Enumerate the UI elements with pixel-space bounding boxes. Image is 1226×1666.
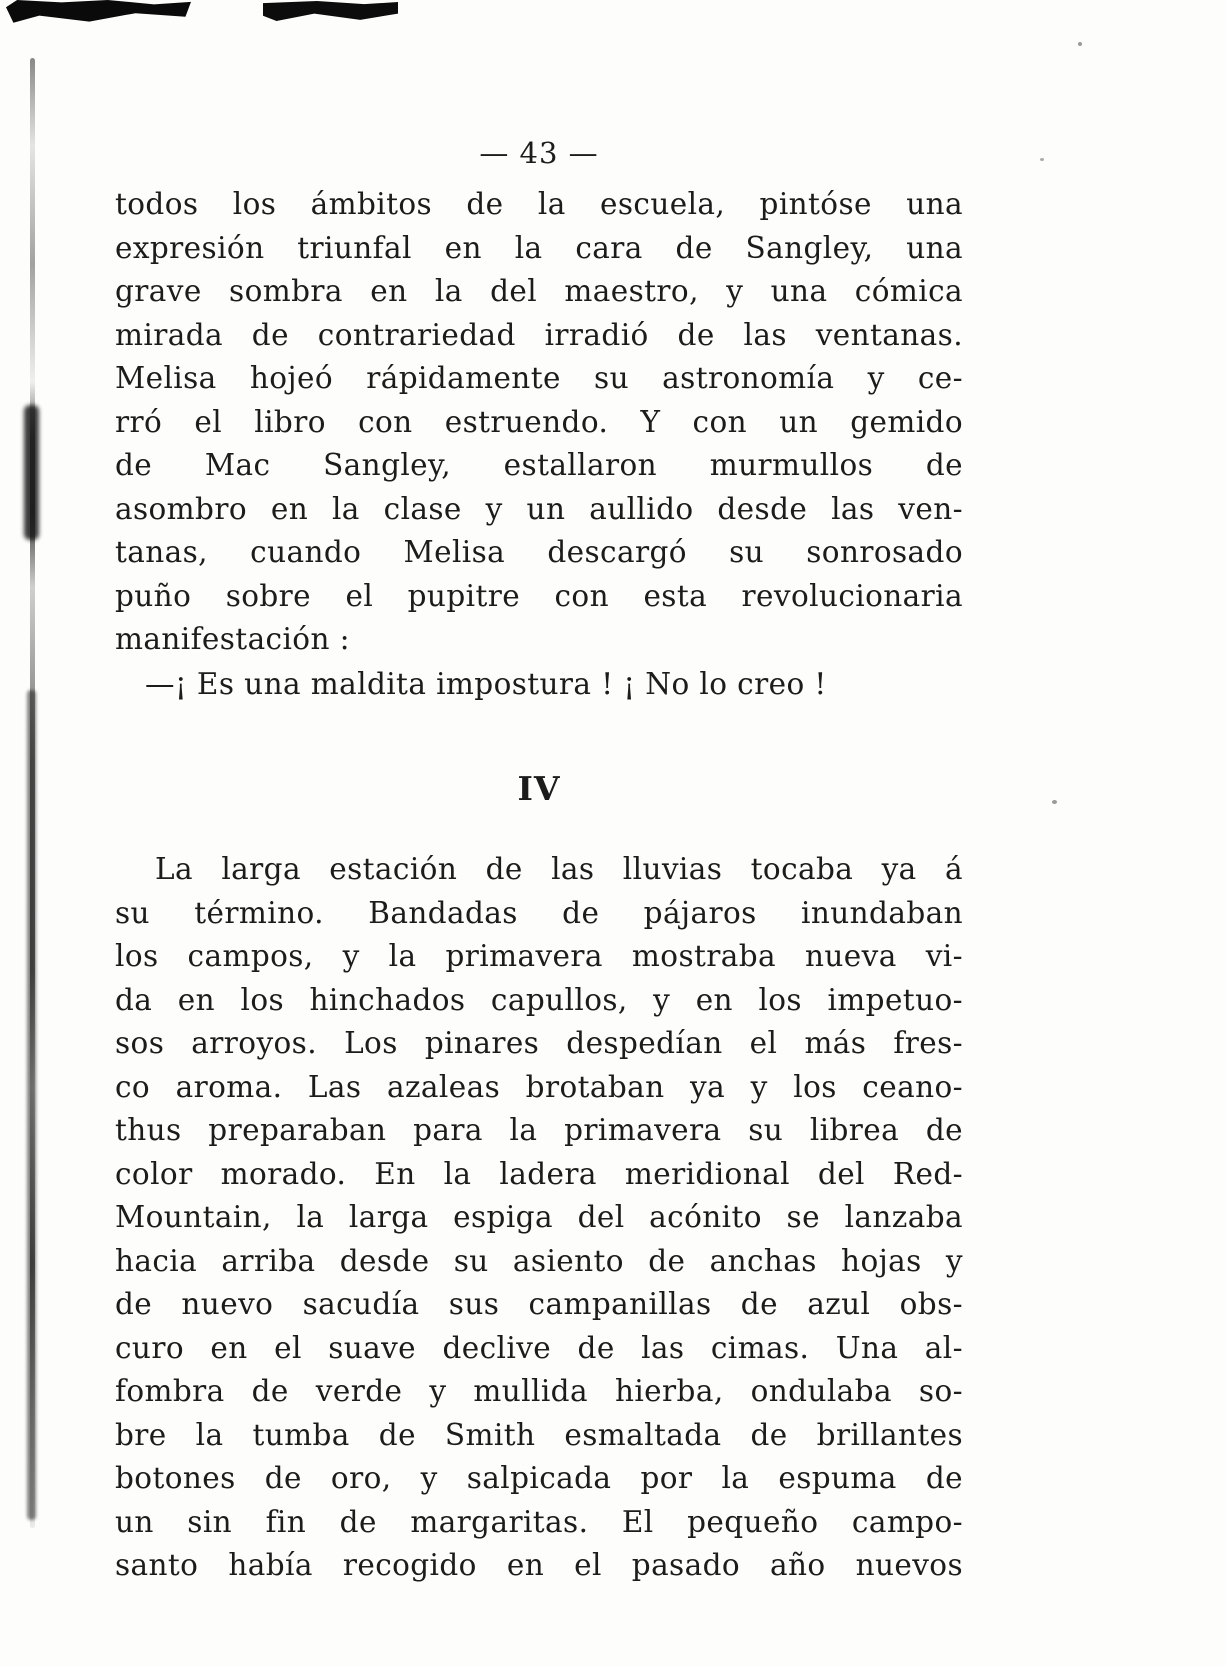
text-line: co aroma. Las azaleas brotaban ya y los ceano- xyxy=(115,1069,963,1104)
text-line: hacia arriba desde su asiento de anchas hojas y xyxy=(115,1243,963,1278)
text-line: botones de oro, y salpicada por la espuma de xyxy=(115,1461,963,1495)
scan-artifact-left-smudge-lower xyxy=(27,690,36,1520)
text-line: Melisa hojeó rápidamente su astronomía y ce- xyxy=(115,361,963,395)
scan-artifact-left-smudge xyxy=(24,405,39,540)
scan-artifact-top-center xyxy=(263,1,398,22)
dialogue-line: —¡ Es una maldita impostura ! ¡ No lo creo ! xyxy=(145,666,827,701)
page-number: — 43 — xyxy=(479,136,599,170)
text-line: todos los ámbitos de la escuela, pintóse una xyxy=(115,187,963,221)
text-line: de Mac Sangley, estallaron murmullos de xyxy=(115,448,963,482)
paragraph-continued-from-previous-page xyxy=(115,183,963,662)
text-line: color morado. En la ladera meridional del Red- xyxy=(115,1156,963,1191)
text-line: su término. Bandadas de pájaros inundaban xyxy=(115,895,963,930)
scan-artifact-top-left xyxy=(6,0,191,24)
text-line: grave sombra en la del maestro, y una cómica xyxy=(115,274,963,308)
paragraph-chapter-iv xyxy=(115,848,963,1588)
text-line: asombro en la clase y un aullido desde las ven- xyxy=(115,491,963,526)
text-line: sos arroyos. Los pinares despedían el más fres- xyxy=(115,1026,963,1060)
scan-artifact-dot xyxy=(1078,42,1082,46)
text-line: Mountain, la larga espiga del acónito se lanzaba xyxy=(115,1200,963,1234)
text-line: da en los hinchados capullos, y en los impetuo- xyxy=(115,982,963,1017)
text-line: puño sobre el pupitre con esta revolucionaria xyxy=(115,578,963,613)
text-line: rró el libro con estruendo. Y con un gemido xyxy=(115,404,963,439)
text-line: La larga estación de las lluvias tocaba ya á xyxy=(155,852,963,886)
text-line: thus preparaban para la primavera su librea de xyxy=(115,1113,963,1147)
page-content xyxy=(115,136,963,1588)
text-line: un sin fin de margaritas. El pequeño campo- xyxy=(115,1504,963,1539)
scan-artifact-dot xyxy=(1040,158,1044,161)
text-line: mirada de contrariedad irradió de las ventanas. xyxy=(115,317,963,352)
text-line: tanas, cuando Melisa descargó su sonrosado xyxy=(115,535,963,569)
text-line: expresión triunfal en la cara de Sangley, una xyxy=(115,230,963,265)
text-line: curo en el suave declive de las cimas. Una al- xyxy=(115,1330,963,1365)
scan-artifact-dot xyxy=(1052,800,1057,804)
text-line: de nuevo sacudía sus campanillas de azul obs- xyxy=(115,1287,963,1321)
text-line: los campos, y la primavera mostraba nueva vi- xyxy=(115,939,963,973)
section-heading-chapter-iv: IV xyxy=(517,769,561,808)
text-line: manifestación : xyxy=(115,622,350,656)
text-line: bre la tumba de Smith esmaltada de brillantes xyxy=(115,1417,963,1452)
text-line: fombra de verde y mullida hierba, ondulaba so- xyxy=(115,1374,963,1408)
scan-artifact-left-edge xyxy=(30,58,35,1528)
text-line: santo había recogido en el pasado año nuevos xyxy=(115,1548,963,1582)
